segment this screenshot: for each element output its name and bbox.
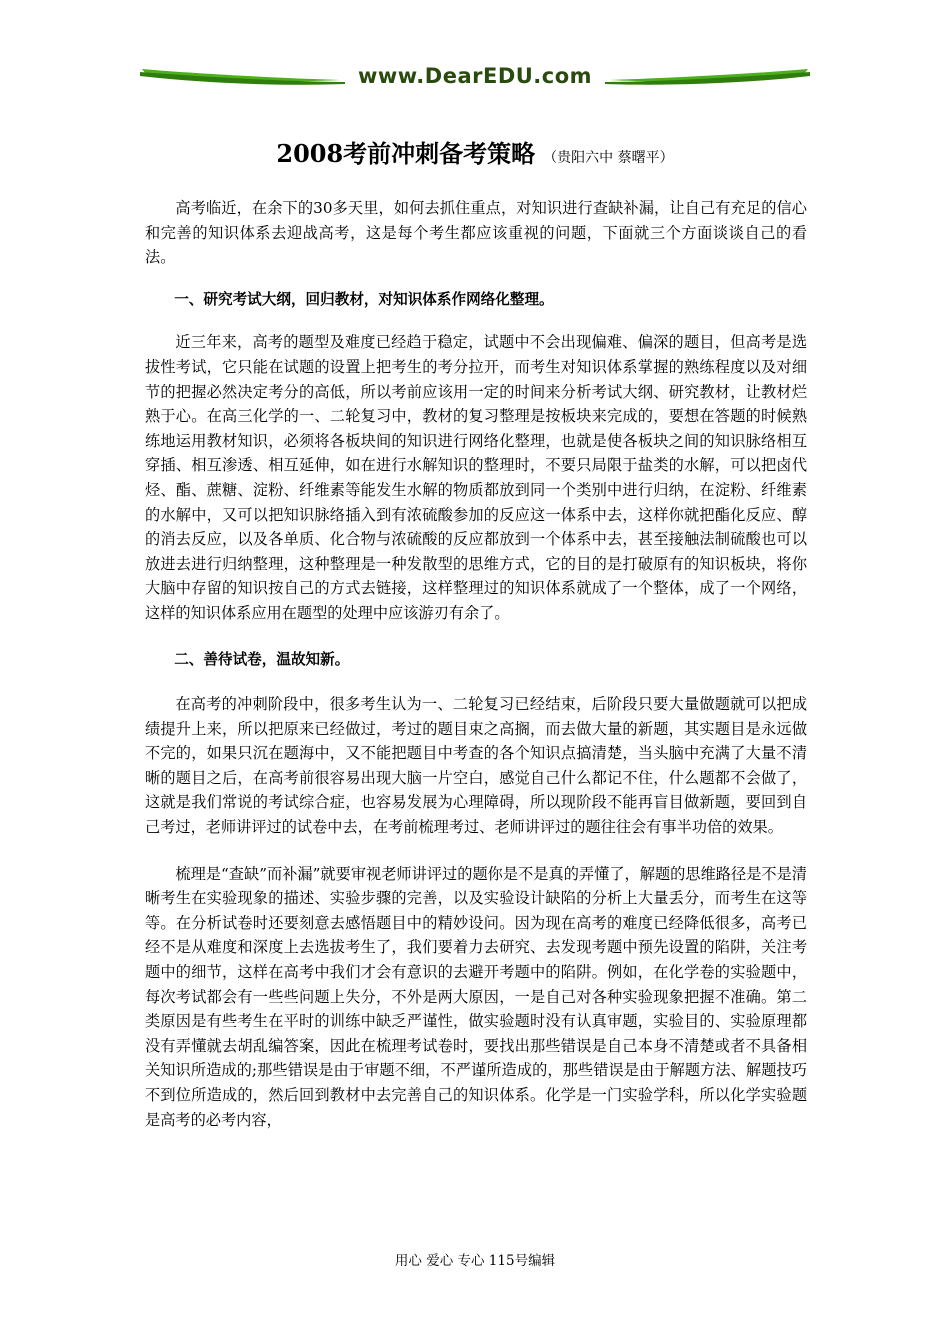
section-heading: 一、研究考试大纲，回归教材，对知识体系作网络化整理。 (174, 290, 554, 308)
page-footer: 用心 爱心 专心 115号编辑 (394, 1253, 556, 1269)
intro-paragraph: 高考临近，在余下的30多天里，如何去抓住重点，对知识进行查缺补漏，让自己有充足的信心和完善的知识体系去迎战高考，这是每个考生都应该重视的问题，下面就三个方面谈谈自己的看法。 (145, 199, 807, 267)
author-byline: （贵阳六中 蔡曙平） (543, 150, 674, 166)
article-body (145, 196, 807, 1132)
section-heading: 二、善待试卷，温故知新。 (174, 650, 350, 668)
section-paragraph: 在高考的冲刺阶段中，很多考生认为一、二轮复习已经结束，后阶段只要大量做题就可以把成绩提升上来，所以把原来已经做过，考过的题目束之高搁，而去做大量的新题，其实题目是永远做不完的，如果只沉在题海中，又不能把题目中考查的各个知识点搞清楚，当头脑中充满了大量不清晰的题目之后，在高考前很容易出现大脑一片空白，感觉自己什么都记不住，什么题都不会做了，这就是我们常说的考试综合症，也容易发展为心理障碍，所以现阶段不能再盲目做新题，要回到自己考过，老师讲评过的试卷中去，在考前梳理考过、老师讲评过的题往往会有事半功倍的效果。 (145, 695, 807, 837)
title-row (0, 134, 950, 169)
page-title: 2008考前冲刺备考策略 (276, 139, 536, 168)
section-paragraph: 近三年来，高考的题型及难度已经趋于稳定，试题中不会出现偏难、偏深的题目，但高考是选拔性考试，它只能在试题的设置上把考生的考分拉开，而考生对知识体系掌握的熟练程度以及对细节的把握必然决定考分的高低，所以考前应该用一定的时间来分析考试大纲、研究教材，让教材烂熟于心。在高三化学的一、二轮复习中，教材的复习整理是按板块来完成的，要想在答题的时候熟练地运用教材知识，必须将各板块间的知识进行网络化整理，也就是使各板块之间的知识脉络相互穿插、相互渗透、相互延伸，如在进行水解知识的整理时，不要只局限于盐类的水解，可以把卤代烃、酯、蔗糖、淀粉、纤维素等能发生水解的物质都放到同一个类别中进行归纳，在淀粉、纤维素的水解中，又可以把知识脉络插入到有浓硫酸参加的反应这一体系中去，这样你就把酯化反应、醇的消去反应，以及各单质、化合物与浓硫酸的反应都放到一个体系中去，甚至接触法制硫酸也可以放进去进行归纳整理，这种整理是一种发散型的思维方式，它的目的是打破原有的知识板块，将你大脑中存留的知识按自己的方式去链接，这样整理过的知识体系就成了一个整体，成了一个网络，这样的知识体系应用在题型的处理中应该游刃有余了。 (145, 333, 807, 622)
site-name: www.DearEDU.com (357, 64, 593, 88)
section-paragraph: 梳理是“查缺”而补漏”就要审视老师讲评过的题你是不是真的弄懂了，解题的思维路径是不是清晰考生在实验现象的描述、实验步骤的完善，以及实验设计缺陷的分析上大量丢分，而考生在这等等。在分析试卷时还要刻意去感悟题目中的精妙设问。因为现在高考的难度已经降低很多，高考已经不是从难度和深度上去选拔考生了，我们要着力去研究、去发现考题中预先设置的陷阱，关注考题中的细节，这样在高考中我们才会有意识的去避开考题中的陷阱。例如，在化学卷的实验题中，每次考试都会有一些些问题上失分，不外是两大原因，一是自己对各种实验现象把握不准确。第二类原因是有些考生在平时的训练中缺乏严谨性，做实验题时没有认真审题，实验目的、实验原理都没有弄懂就去胡乱编答案，因此在梳理考试卷时，要找出那些错误是自己本身不清楚或者不具备相关知识所造成的;那些错误是由于审题不细，不严谨所造成的，那些错误是由于解题方法、解题技巧不到位所造成的，然后回到教材中去完善自己的知识体系。化学是一门实验学科，所以化学实验题是高考的必考内容， (145, 864, 807, 1129)
header-banner (140, 60, 810, 96)
